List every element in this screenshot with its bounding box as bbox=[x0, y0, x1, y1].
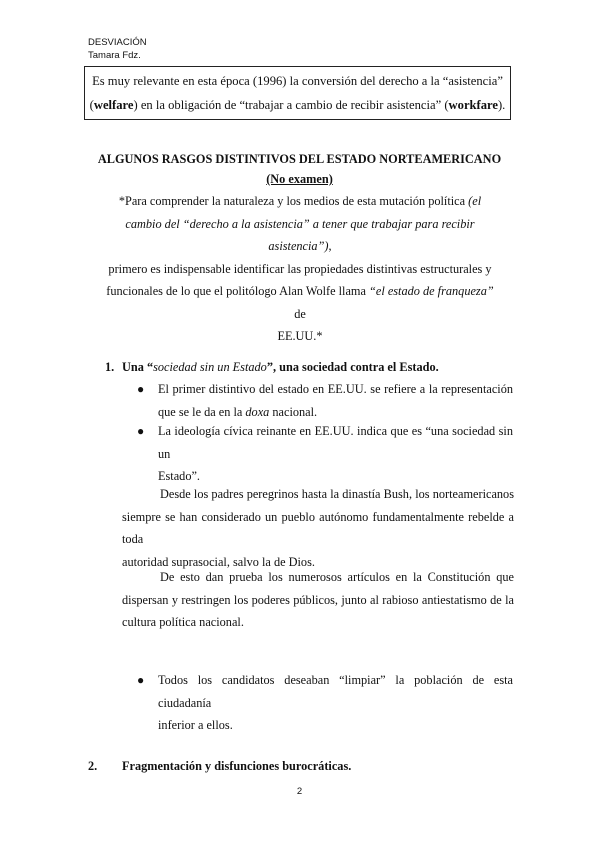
intro-italic: cambio del “derecho a la asistencia” a tener que trabajar para recibir asistencia”) bbox=[125, 216, 475, 253]
intro-text: funcionales de lo que el politólogo Alan Wolfe llama bbox=[106, 284, 370, 298]
bullet-item bbox=[137, 378, 513, 423]
page-header bbox=[88, 36, 147, 62]
intro-line bbox=[100, 213, 500, 258]
paragraph-line: autoridad suprasocial, salvo la de Dios. bbox=[122, 554, 315, 569]
bullet-line: inferior a ellos. bbox=[158, 718, 233, 732]
highlight-box bbox=[84, 66, 511, 120]
paragraph-line: dispersan y restringen los poderes públicos, junto al rabioso antiestatismo de la bbox=[122, 592, 514, 607]
bullet-line: La ideología cívica reinante en EE.UU. indica que es “una sociedad sin un bbox=[158, 424, 513, 461]
intro-text: *Para comprender la naturaleza y los medios de esta mutación política bbox=[118, 194, 469, 208]
bullet-icon: ● bbox=[137, 673, 145, 687]
box-text: ( bbox=[89, 98, 94, 112]
section-subtitle: (No examen) bbox=[266, 172, 333, 186]
heading-text: ”, una sociedad contra el Estado. bbox=[266, 360, 439, 374]
header-title: DESVIACIÓN bbox=[88, 37, 147, 48]
intro-line bbox=[100, 280, 500, 325]
paragraph bbox=[122, 566, 514, 634]
intro-italic: (el bbox=[468, 194, 482, 208]
box-text: ). bbox=[497, 98, 506, 112]
paragraph-line: Desde los padres peregrinos hasta la dinastía Bush, los norteamericanos bbox=[160, 487, 514, 501]
box-welfare: welfare bbox=[93, 98, 134, 112]
intro-text: , bbox=[328, 239, 332, 253]
box-workfare: workfare bbox=[448, 98, 498, 112]
bullet-text: que se le da en la bbox=[158, 404, 246, 419]
section-1-heading bbox=[122, 360, 439, 375]
heading-italic: sociedad sin un Estado bbox=[153, 360, 267, 374]
paragraph-line: cultura política nacional. bbox=[122, 615, 244, 629]
bullet-italic: doxa bbox=[245, 404, 270, 419]
intro-line: primero es indispensable identificar las propiedades distintivas estructurales y bbox=[108, 261, 492, 276]
intro-paragraph bbox=[100, 190, 500, 348]
paragraph bbox=[122, 483, 514, 573]
bullet-text: nacional. bbox=[269, 404, 318, 419]
bullet-icon: ● bbox=[137, 424, 145, 438]
section-1-number: 1. bbox=[105, 360, 115, 374]
intro-text: de bbox=[294, 306, 306, 321]
section-2-heading: Fragmentación y disfunciones burocráticas. bbox=[122, 759, 352, 773]
page-number: 2 bbox=[296, 786, 303, 797]
paragraph-line: siempre se han considerado un pueblo autónomo fundamentalmente rebelde a toda bbox=[122, 509, 514, 546]
header-author: Tamara Fdz. bbox=[88, 50, 141, 61]
bullet-item bbox=[137, 669, 513, 737]
section-2-number: 2. bbox=[88, 759, 98, 773]
bullet-line: Todos los candidatos deseaban “limpiar” la población de esta ciudadanía bbox=[158, 673, 513, 710]
box-line-1: Es muy relevante en esta época (1996) la conversión del derecho a la “asistencia” bbox=[92, 74, 503, 88]
intro-line: EE.UU.* bbox=[277, 329, 323, 343]
box-text: ) en la obligación de “trabajar a cambio de recibir asistencia” ( bbox=[133, 98, 449, 112]
heading-text: Una “ bbox=[122, 360, 154, 374]
intro-italic: “el estado de franqueza” bbox=[369, 284, 494, 298]
bullet-icon: ● bbox=[137, 382, 145, 396]
box-line-2 bbox=[85, 93, 510, 117]
intro-line bbox=[100, 190, 500, 213]
section-title: ALGUNOS RASGOS DISTINTIVOS DEL ESTADO NORTEAMERICANO bbox=[97, 152, 502, 166]
paragraph-line: De esto dan prueba los numerosos artículos en la Constitución que bbox=[160, 570, 514, 584]
bullet-line: El primer distintivo del estado en EE.UU. se refiere a la representación bbox=[158, 382, 513, 396]
bullet-item bbox=[137, 420, 513, 488]
bullet-line: Estado”. bbox=[158, 469, 201, 483]
